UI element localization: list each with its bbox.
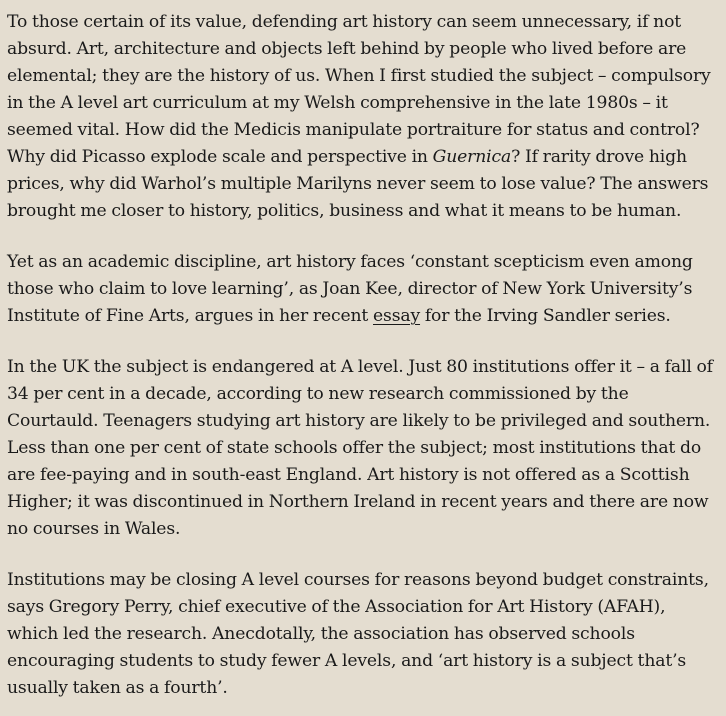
artwork-title-guernica: Guernica xyxy=(432,147,512,167)
paragraph-4: Institutions may be closing A level courses for reasons beyond budget constraints, says Gregory Perry, chief executive of the Association for Art History (AFAH), which led the research. Anecdotally, the association has observed schools encouraging students to study fewer A levels, and ‘art history is a subject that’s usually taken as a fourth’. xyxy=(7,570,709,698)
paragraph-2-text-end: for the Irving Sandler series. xyxy=(420,306,671,326)
paragraph-1-text-start: To those certain of its value, defending art history can seem unnecessary, if not absurd. Art, architecture and objects left behind by people who lived before are elemental; they are the history of us. When I first studied the subject – compulsory in the A level art curriculum at my Welsh comprehensive in the late 1980s – it seemed vital. How did the Medicis manipulate portraiture for status and control? Why did Picasso explode scale and perspective in xyxy=(7,12,711,167)
essay-link[interactable]: essay xyxy=(373,306,421,326)
paragraph-2-text-start: Yet as an academic discipline, art history faces ‘constant scepticism even among those who claim to love learning’, as Joan Kee, director of New York University’s Institute of Fine Arts, argues in her recent xyxy=(7,252,693,326)
paragraph-1-text-end: ? If rarity drove high prices, why did Warhol’s multiple Marilyns never seem to lose value? The answers brought me closer to history, politics, business and what it means to be human. xyxy=(7,147,709,221)
paragraph-3: In the UK the subject is endangered at A level. Just 80 institutions offer it – a fall of 34 per cent in a decade, according to new research commissioned by the Courtauld. Teenagers studying art history are likely to be privileged and southern. Less than one per cent of state schools offer the subject; most institutions that do are fee-paying and in south-east England. Art history is not offered as a Scottish Higher; it was discontinued in Northern Ireland in recent years and there are now no courses in Wales. xyxy=(7,357,713,539)
paragraph-1 xyxy=(7,9,719,225)
paragraph-2 xyxy=(7,249,719,330)
